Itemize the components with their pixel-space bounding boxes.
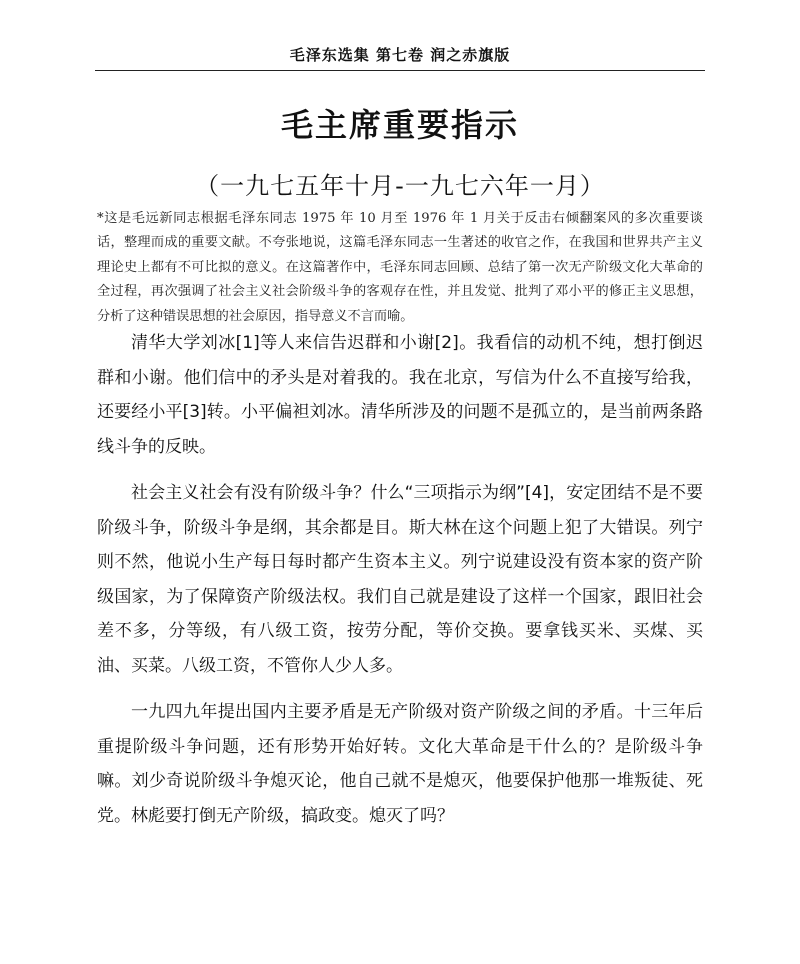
running-header: 毛泽东选集 第七卷 润之赤旗版	[289, 46, 511, 64]
document-title: 毛主席重要指示	[280, 106, 519, 144]
body-paragraph: 清华大学刘冰[1]等人来信告迟群和小谢[2]。我看信的动机不纯，想打倒迟群和小谢。他们信中的矛头是对着我的。我在北京，写信为什么不直接写给我，还要经小平[3]转。小平偏袒刘冰。清华所涉及的问题不是孤立的，是当前两条路线斗争的反映。	[97, 333, 703, 457]
body-paragraph: 社会主义社会有没有阶级斗争？什么“三项指示为纲”[4]，安定团结不是不要阶级斗争，阶级斗争是纲，其余都是目。斯大林在这个问题上犯了大错误。列宁则不然，他说小生产每日每时都产生资本主义。列宁说建设没有资本家的资产阶级国家，为了保障资产阶级法权。我们自己就是建设了这样一个国家，跟旧社会差不多，分等级，有八级工资，按劳分配，等价交换。要拿钱买米、买煤、买油、买菜。八级工资，不管你人少人多。	[97, 483, 703, 676]
document-date: （一九七五年十月-一九七六年一月）	[195, 172, 605, 200]
editor-note: *这是毛远新同志根据毛泽东同志 1975 年 10 月至 1976 年 1 月关于反击右倾翻案风的多次重要谈话，整理而成的重要文献。不夸张地说，这篇毛泽东同志一生著述的收官之作，在我国和世界共产主义理论史上都有不可比拟的意义。在这篇著作中，毛泽东同志回顾、总结了第一次无产阶级文化大革命的全过程，再次强调了社会主义社会阶级斗争的客观存在性，并且发觉、批判了邓小平的修正主义思想，分析了这种错误思想的社会原因，指导意义不言而喻。	[97, 211, 703, 324]
header-rule	[95, 70, 705, 71]
document-body	[97, 326, 703, 833]
body-paragraph: 一九四九年提出国内主要矛盾是无产阶级对资产阶级之间的矛盾。十三年后重提阶级斗争问题，还有形势开始好转。文化大革命是干什么的？是阶级斗争嘛。刘少奇说阶级斗争熄灭论，他自己就不是熄灭，他要保护他那一堆叛徒、死党。林彪要打倒无产阶级，搞政变。熄灭了吗？	[97, 702, 703, 826]
